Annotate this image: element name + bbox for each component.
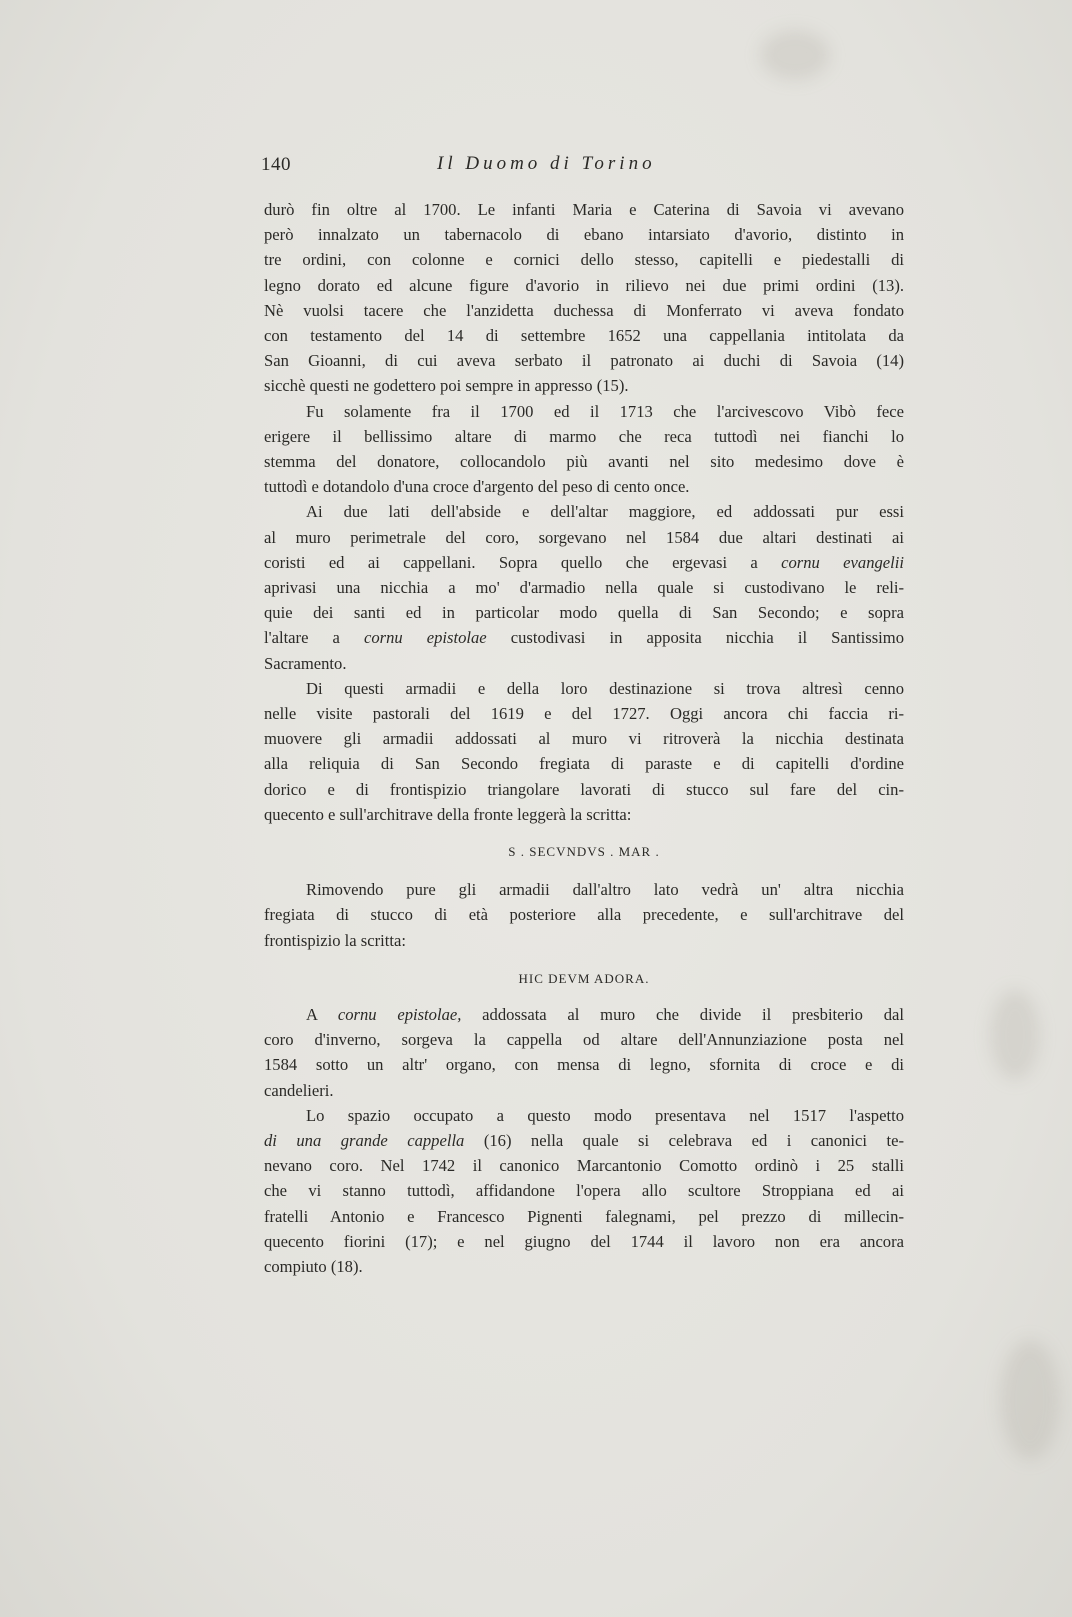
- text-line: muovere gli armadii addossati al muro vi ritroverà la nicchia destinata: [264, 729, 904, 749]
- text-line: [264, 1002, 904, 1027]
- inscription-secundus: S . SECVNDVS . MAR .: [508, 844, 660, 860]
- text-run: addossata al muro che divide il presbiterio dal: [461, 1005, 904, 1025]
- paragraph-7: [264, 1103, 904, 1279]
- text-run: l'altare a: [264, 628, 364, 648]
- text-run: coristi ed ai cappellani. Sopra quello che ergevasi a: [264, 552, 782, 572]
- latin-phrase: cornu evangelii: [781, 552, 904, 572]
- page-header: [261, 154, 907, 180]
- text-line: fregiata di stucco di età posteriore alla precedente, e sull'architrave del: [264, 905, 904, 925]
- text-line: erigere il bellissimo altare di marmo che reca tuttodì nei fianchi lo: [264, 426, 904, 446]
- text-line: [264, 550, 904, 575]
- text-line: quie dei santi ed in particolar modo quella di San Secondo; e sopra: [264, 603, 904, 623]
- text-line: però innalzato un tabernacolo di ebano intarsiato d'avorio, distinto in: [264, 225, 904, 245]
- text-line: coro d'inverno, sorgeva la cappella od altare dell'Annunziazione posta nel: [264, 1030, 904, 1050]
- text-line: tre ordini, con colonne e cornici dello stesso, capitelli e piedestalli di: [264, 250, 904, 270]
- text-line: quecento e sull'architrave della fronte leggerà la scritta:: [264, 804, 632, 824]
- text-line: stemma del donatore, collocandolo più avanti nel sito medesimo dove è: [264, 452, 904, 472]
- paragraph-4: [264, 676, 904, 827]
- text-line: compiuto (18).: [264, 1257, 363, 1277]
- text-line: fratelli Antonio e Francesco Pignenti falegnami, pel prezzo di millecin-: [264, 1206, 904, 1226]
- text-line: San Gioanni, di cui aveva serbato il patronato ai duchi di Savoia (14): [264, 351, 904, 371]
- text-line: Ai due lati dell'abside e dell'altar maggiore, ed addossati pur essi: [306, 502, 904, 522]
- body-text: [264, 197, 904, 1279]
- text-line: tuttodì e dotandolo d'una croce d'argento del peso di cento once.: [264, 477, 690, 497]
- text-line: quecento fiorini (17); e nel giugno del 1744 il lavoro non era ancora: [264, 1231, 904, 1251]
- text-line: [264, 625, 904, 650]
- running-title: Il Duomo di Torino: [437, 153, 656, 174]
- text-line: Lo spazio occupato a questo modo presentava nel 1517 l'aspetto: [306, 1105, 904, 1125]
- text-line: durò fin oltre al 1700. Le infanti Maria e Caterina di Savoia vi avevano: [264, 200, 904, 219]
- text-run: custodivasi in apposita nicchia il Santissimo: [486, 628, 904, 648]
- quoted-phrase: di una grande cappella: [264, 1131, 465, 1151]
- text-run: (16) nella quale si celebrava ed i canonici te-: [464, 1131, 904, 1151]
- text-run: A: [306, 1005, 338, 1025]
- paragraph-1: [264, 197, 904, 399]
- text-line: frontispizio la scritta:: [264, 930, 406, 950]
- paragraph-6: [264, 1002, 904, 1103]
- text-line: Rimovendo pure gli armadii dall'altro lato vedrà un' altra nicchia: [306, 880, 904, 900]
- text-line: nevano coro. Nel 1742 il canonico Marcantonio Comotto ordinò i 25 stalli: [264, 1156, 904, 1176]
- text-line: aprivasi una nicchia a mo' d'armadio nella quale si custodivano le reli-: [264, 578, 904, 598]
- page-number: 140: [261, 154, 291, 175]
- text-line: legno dorato ed alcune figure d'avorio in rilievo nei due primi ordini (13).: [264, 275, 904, 295]
- text-line: Sacramento.: [264, 653, 347, 673]
- text-line: dorico e di frontispizio triangolare lavorati di stucco sul fare del cin-: [264, 779, 904, 799]
- text-line: [264, 1128, 904, 1153]
- inscription-hic-devm: HIC DEVM ADORA.: [518, 970, 650, 986]
- paragraph-3: [264, 499, 904, 675]
- text-line: sicchè questi ne godettero poi sempre in appresso (15).: [264, 376, 629, 396]
- latin-phrase: cornu epistolae,: [337, 1005, 462, 1025]
- paragraph-5: [264, 877, 904, 953]
- text-line: candelieri.: [264, 1080, 334, 1100]
- text-line: che vi stanno tuttodì, affidandone l'opera allo scultore Stroppiana ed ai: [264, 1181, 904, 1201]
- text-line: Fu solamente fra il 1700 ed il 1713 che l'arcivescovo Vibò fece: [306, 401, 904, 421]
- text-line: al muro perimetrale del coro, sorgevano nel 1584 due altari destinati ai: [264, 527, 904, 547]
- paragraph-2: [264, 399, 904, 500]
- text-line: Di questi armadii e della loro destinazione si trova altresì cenno: [306, 678, 904, 698]
- text-line: 1584 sotto un altr' organo, con mensa di legno, sfornita di croce e di: [264, 1055, 904, 1075]
- text-line: alla reliquia di San Secondo fregiata di paraste e di capitelli d'ordine: [264, 754, 904, 774]
- latin-phrase: cornu epistolae: [363, 628, 487, 648]
- text-line: con testamento del 14 di settembre 1652 una cappellania intitolata da: [264, 326, 904, 346]
- text-line: Nè vuolsi tacere che l'anzidetta duchessa di Monferrato vi aveva fondato: [264, 300, 904, 320]
- text-line: nelle visite pastorali del 1619 e del 1727. Oggi ancora chi faccia ri-: [264, 704, 904, 724]
